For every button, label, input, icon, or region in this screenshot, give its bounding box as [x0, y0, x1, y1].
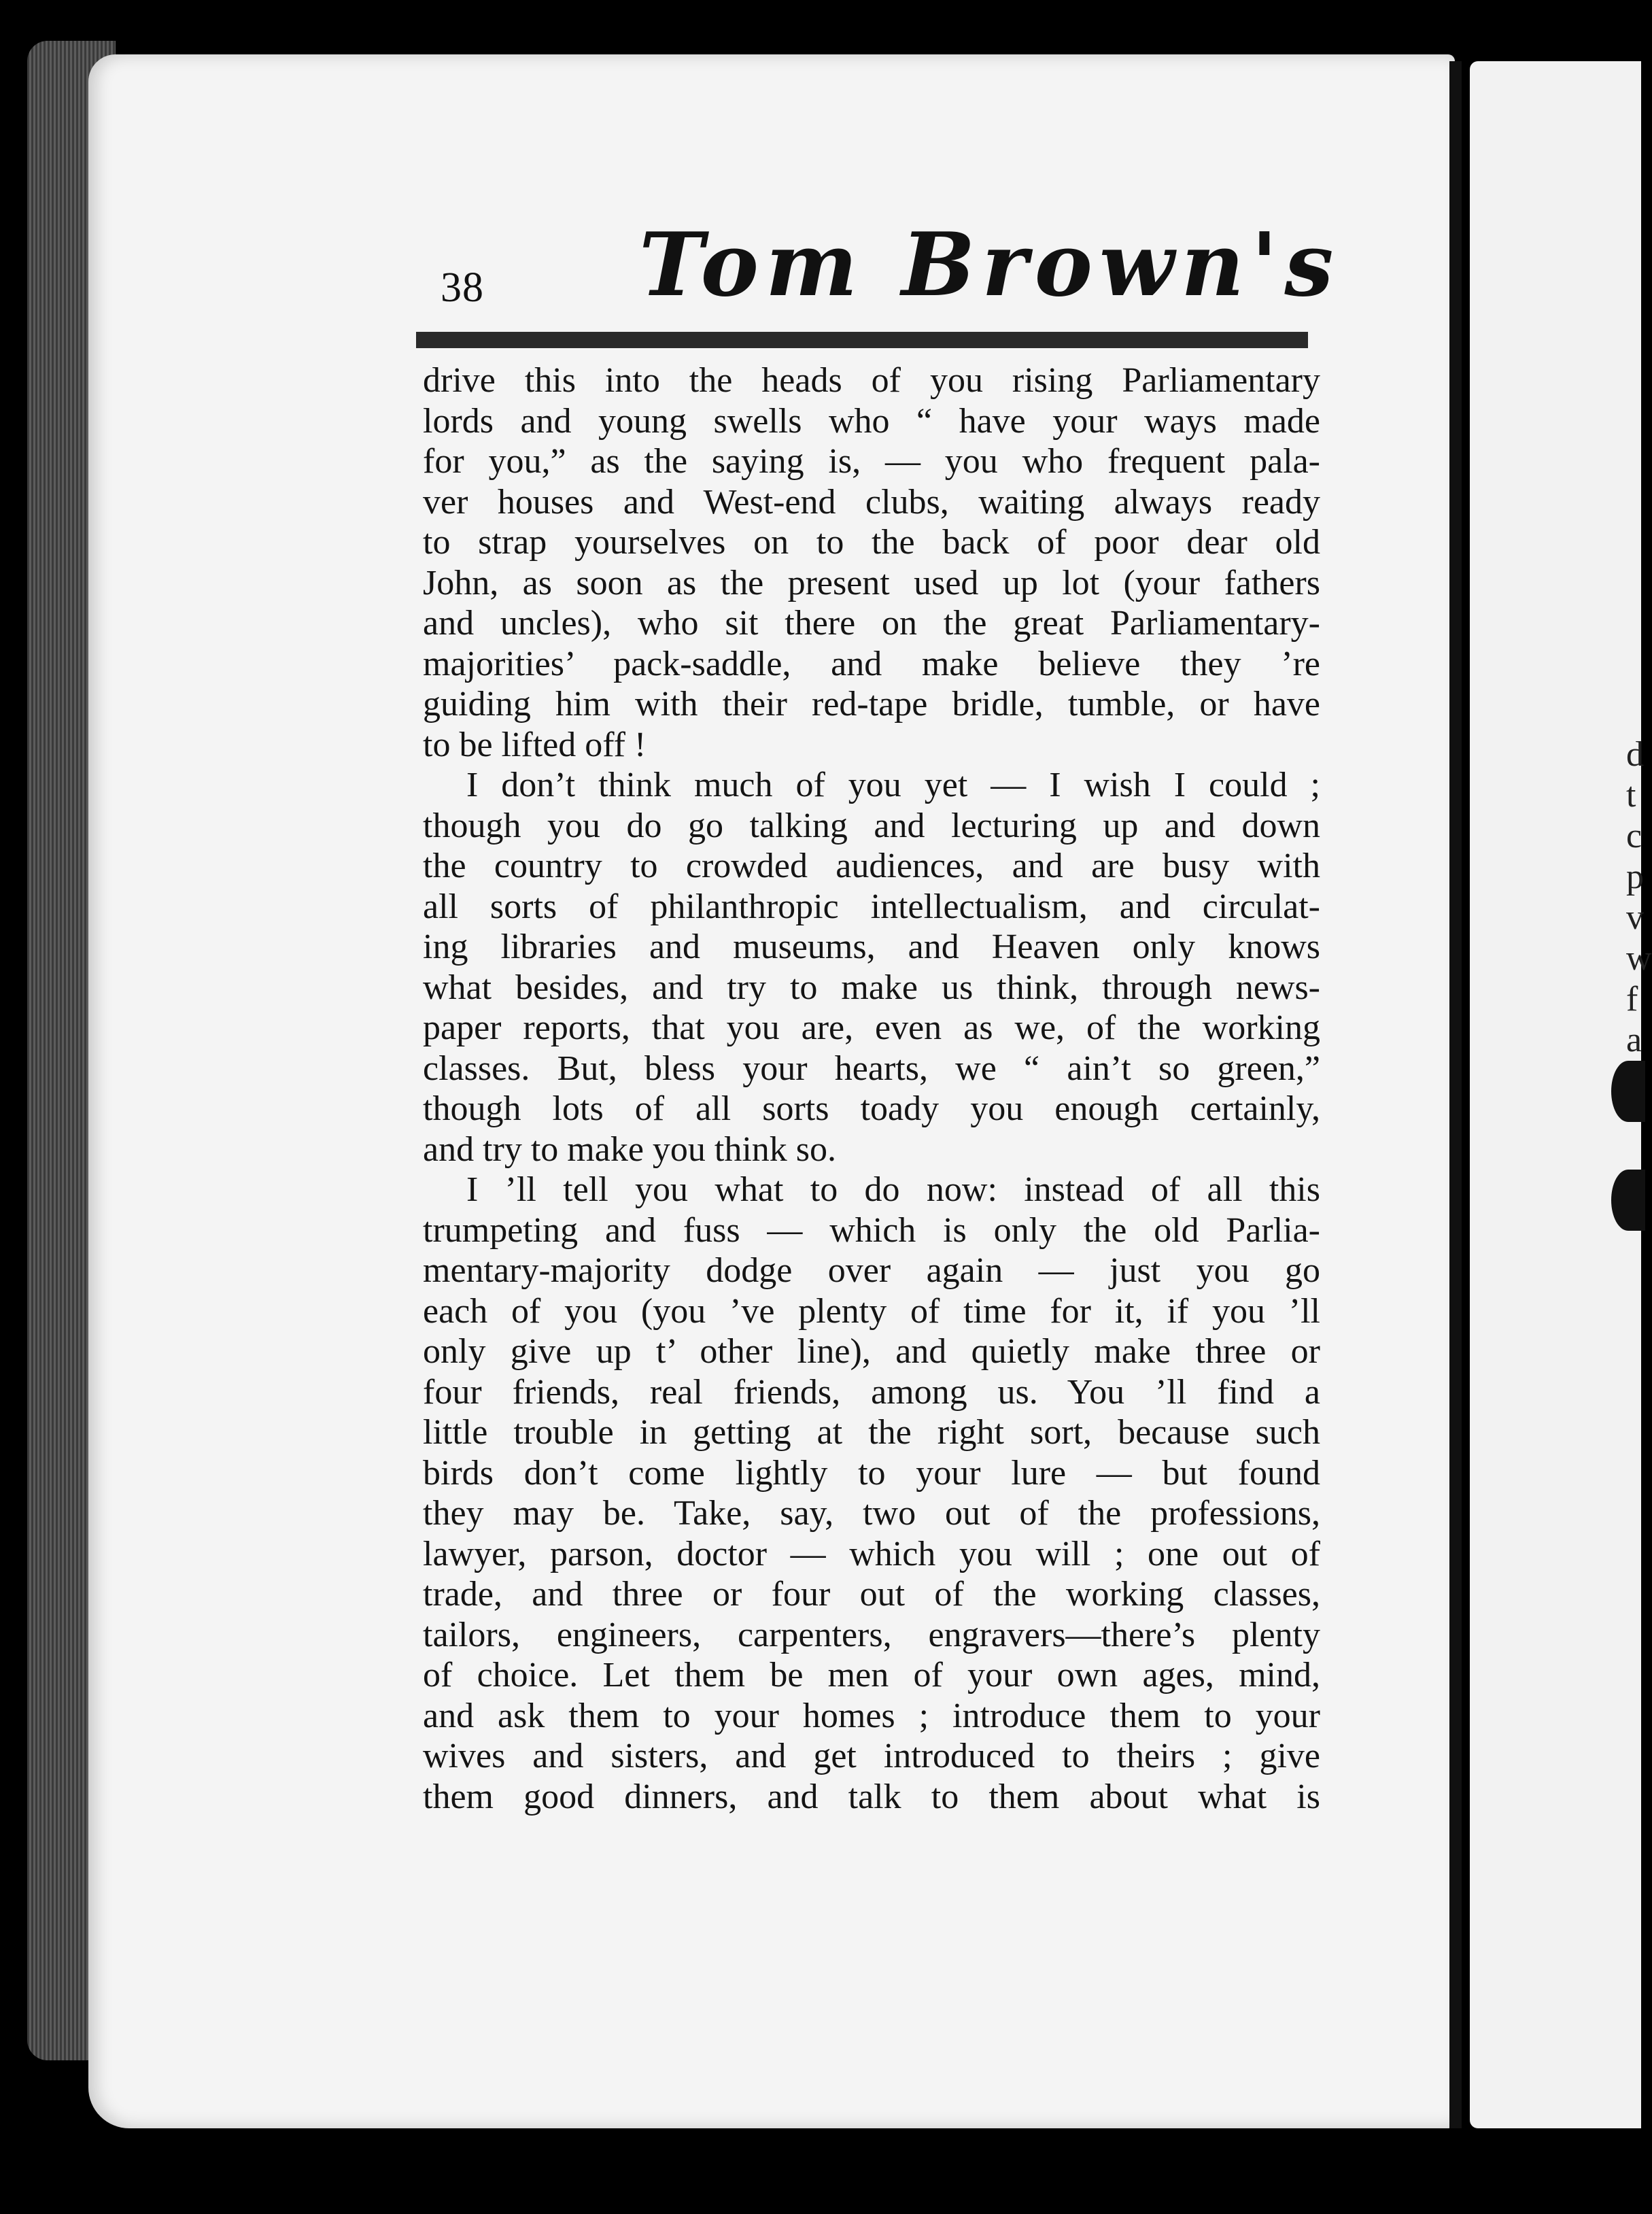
page-gutter	[1449, 61, 1462, 2128]
facing-page-letter: a	[1626, 1021, 1642, 1059]
text-line: they may be. Take, say, two out of the professions,	[423, 1494, 1320, 1533]
facing-page-letter: v	[1626, 898, 1644, 937]
facing-page-letter: c	[1626, 817, 1642, 855]
text-line: to be lifted off !	[423, 725, 647, 764]
text-line: four friends, real friends, among us. You ’ll find a	[423, 1372, 1320, 1412]
text-line: I don’t think much of you yet — I wish I could ;	[466, 766, 1320, 804]
text-line: wives and sisters, and get introduced to theirs ; give	[423, 1737, 1320, 1775]
text-line: I ’ll tell you what to do now: instead of all this	[466, 1170, 1320, 1209]
text-line: to strap yourselves on to the back of poor dear old	[423, 523, 1320, 562]
text-line: ing libraries and museums, and Heaven only knows	[423, 927, 1320, 966]
text-line: drive this into the heads of you rising Parliamentary	[423, 361, 1320, 400]
text-line: the country to crowded audiences, and are busy with	[423, 847, 1320, 885]
text-line: trumpeting and fuss — which is only the old Parlia-	[423, 1210, 1320, 1250]
text-line: and uncles), who sit there on the great Parliamentary-	[423, 604, 1320, 643]
text-line: birds don’t come lightly to your lure — but found	[423, 1453, 1320, 1493]
text-line: them good dinners, and talk to them about what is	[423, 1777, 1320, 1816]
text-line: for you,” as the saying is, — you who frequent pala-	[423, 442, 1320, 481]
text-line: classes. But, bless your hearts, we “ ain’t so green,”	[423, 1049, 1320, 1088]
ornament-icon	[1611, 1170, 1645, 1231]
text-line: tailors, engineers, carpenters, engravers—there’s plenty	[423, 1615, 1320, 1654]
facing-page-letter: f	[1626, 980, 1638, 1019]
header-rule	[416, 332, 1308, 348]
text-line: and ask them to your homes ; introduce them to your	[423, 1696, 1320, 1735]
body-text	[423, 360, 1320, 1817]
text-line: guiding him with their red-tape bridle, tumble, or have	[423, 685, 1320, 723]
text-line: ver houses and West-end clubs, waiting always ready	[423, 482, 1320, 522]
text-line: lords and young swells who “ have your ways made	[423, 401, 1320, 441]
text-line: John, as soon as the present used up lot (your fathers	[423, 563, 1320, 602]
text-line: majorities’ pack-saddle, and make believe they ’re	[423, 644, 1320, 683]
ornament-icon	[1611, 1061, 1645, 1122]
page-number: 38	[441, 265, 484, 311]
text-line: little trouble in getting at the right sort, because such	[423, 1413, 1320, 1452]
text-line: and try to make you think so.	[423, 1129, 837, 1169]
facing-page-letter: w	[1626, 939, 1652, 978]
text-line: what besides, and try to make us think, through news-	[423, 968, 1320, 1007]
running-title: Tom Brown's	[639, 214, 1341, 316]
text-line: all sorts of philanthropic intellectualism, and circulat-	[423, 887, 1320, 926]
text-line: trade, and three or four out of the working classes,	[423, 1575, 1320, 1614]
text-line: though you do go talking and lecturing up and down	[423, 806, 1320, 845]
facing-page-letter: p	[1626, 857, 1644, 896]
text-line: of choice. Let them be men of your own ages, mind,	[423, 1656, 1320, 1694]
facing-page-letter: d	[1626, 735, 1644, 774]
text-line: mentary-majority dodge over again — just you go	[423, 1251, 1320, 1290]
text-line: lawyer, parson, doctor — which you will ; one out of	[423, 1534, 1320, 1573]
text-line: paper reports, that you are, even as we, of the working	[423, 1008, 1320, 1047]
facing-page-letter: t	[1626, 776, 1636, 815]
text-line: only give up t’ other line), and quietly make three or	[423, 1332, 1320, 1371]
text-line: each of you (you ’ve plenty of time for it, if you ’ll	[423, 1291, 1320, 1331]
text-line: though lots of all sorts toady you enough certainly,	[423, 1089, 1320, 1128]
